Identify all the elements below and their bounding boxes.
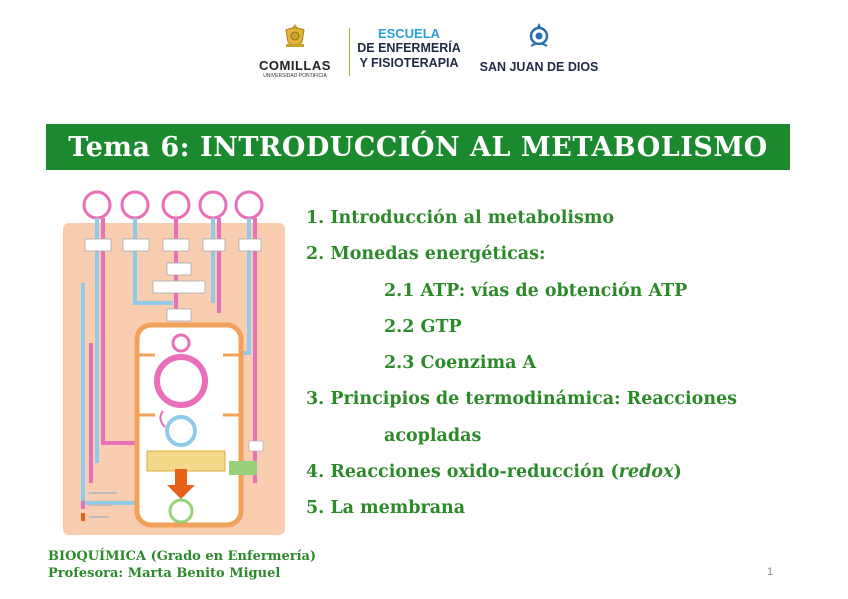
outline-item-2-1: 2.1 ATP: vías de obtención ATP [384, 280, 688, 301]
outline-item-4-prefix: 4. Reacciones oxido-reducción ( [306, 462, 619, 483]
footer [48, 548, 316, 582]
comillas-logo [245, 22, 345, 79]
outline-item-4 [306, 454, 786, 490]
outline-item-2-2: 2.2 GTP [384, 316, 462, 337]
metabolism-diagram [63, 183, 285, 535]
comillas-crest-icon [280, 22, 310, 52]
comillas-name: COMILLAS [259, 58, 331, 73]
header-logos [245, 22, 605, 94]
outline-item-4-suffix: ) [673, 462, 682, 483]
sjd-name: SAN JUAN DE DIOS [479, 60, 599, 74]
footer-teacher: Profesora: Marta Benito Miguel [48, 566, 281, 581]
sjd-logo [473, 22, 605, 74]
footer-course: BIOQUÍMICA (Grado en Enfermería) [48, 549, 317, 564]
outline-item-4-em: redox [618, 462, 674, 483]
outline-item-3: 3. Principios de termodinámica: Reacciones [306, 389, 738, 410]
outline-item-2-3: 2.3 Coenzima A [384, 353, 537, 374]
slide-title: Tema 6: INTRODUCCIÓN AL METABOLISMO [46, 124, 790, 170]
outline-item-5: 5. La membrana [306, 498, 466, 519]
escuela-logo [351, 26, 467, 71]
topic-outline [306, 200, 786, 527]
page-number: 1 [767, 566, 774, 578]
logo-divider [349, 28, 350, 76]
outline-item-2: 2. Monedas energéticas: [306, 244, 546, 265]
comillas-subtitle: UNIVERSIDAD PONTIFICIA [263, 73, 327, 79]
outline-item-1: 1. Introducción al metabolismo [306, 208, 615, 228]
escuela-line1: ESCUELA [377, 26, 441, 41]
outline-item-3-cont: acopladas [384, 425, 482, 446]
escuela-line3: Y FISIOTERAPIA [359, 56, 459, 70]
escuela-line2: DE ENFERMERÍA [357, 41, 461, 55]
sjd-emblem-icon [526, 22, 552, 50]
